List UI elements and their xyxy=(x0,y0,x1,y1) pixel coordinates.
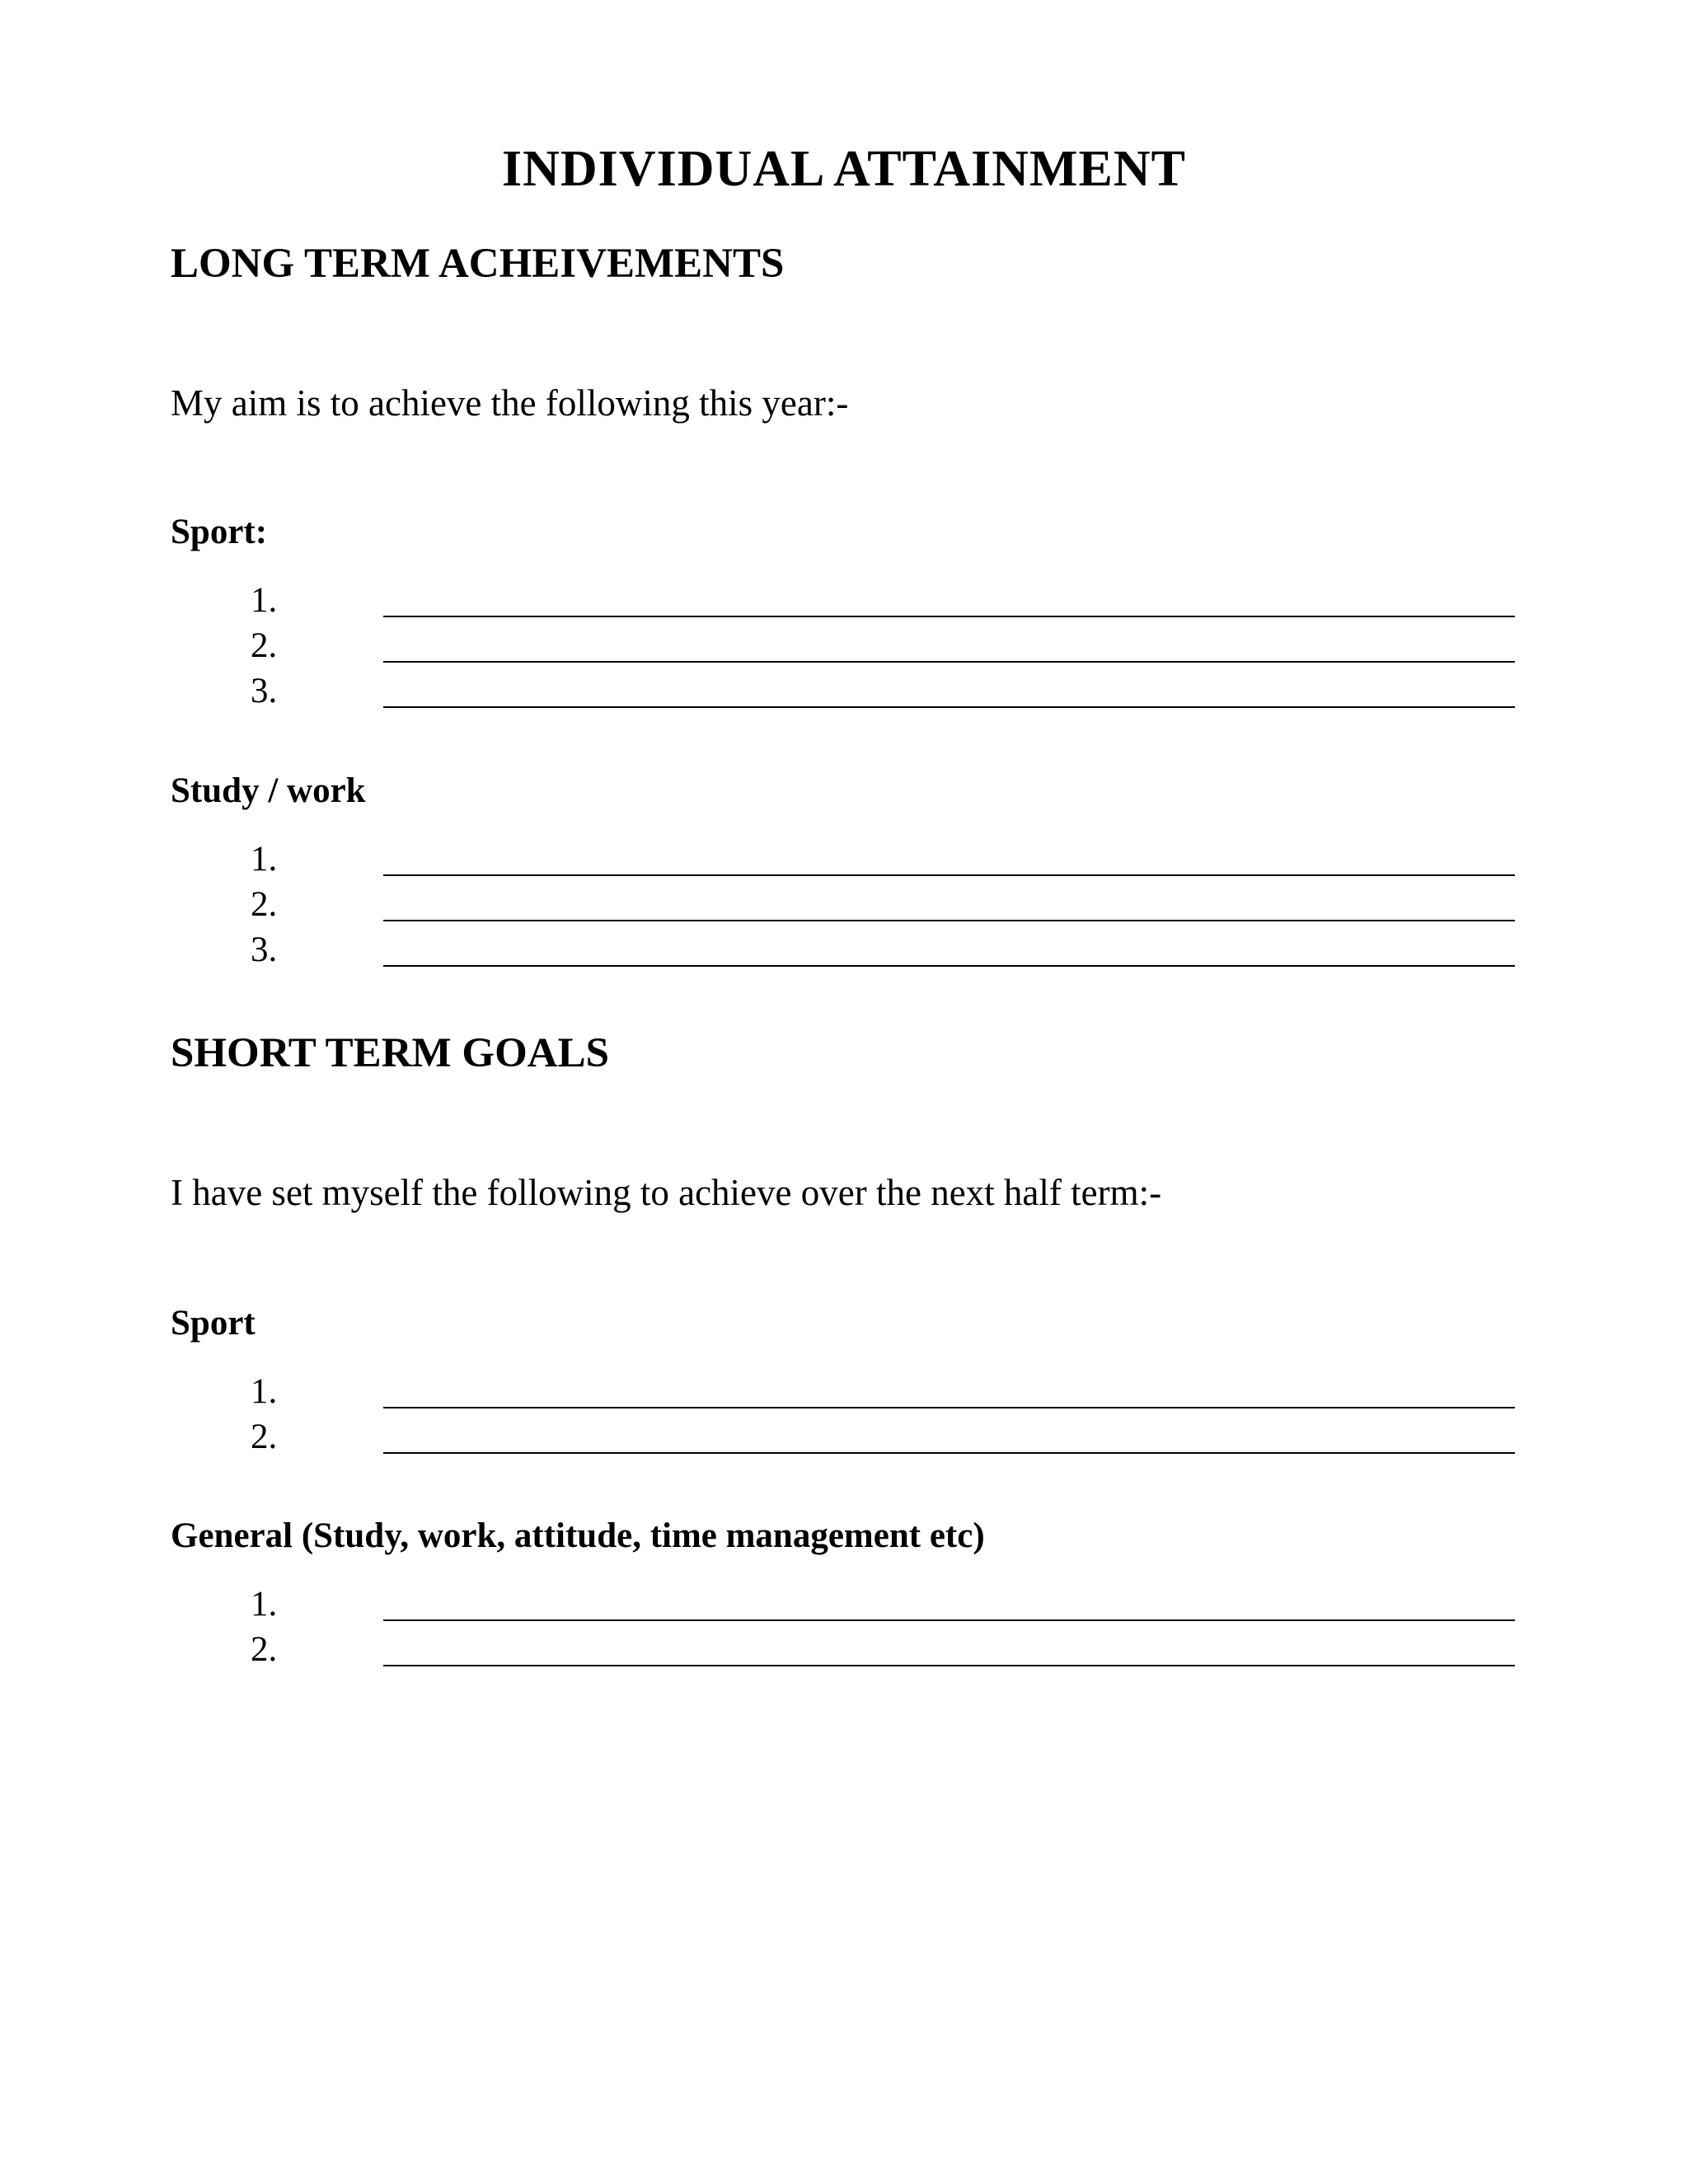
answer-line[interactable] xyxy=(383,706,1515,708)
long-term-sport-heading: Sport: xyxy=(171,513,268,551)
entry-number: 3. xyxy=(251,930,278,969)
long-term-heading: LONG TERM ACHEIVEMENTS xyxy=(171,241,785,287)
entry-number: 2. xyxy=(251,1418,278,1456)
entry-number: 1. xyxy=(251,1585,278,1624)
long-term-study-entry-1 xyxy=(0,837,1688,882)
entry-number: 2. xyxy=(251,626,278,665)
short-term-heading: SHORT TERM GOALS xyxy=(171,1030,609,1076)
answer-line[interactable] xyxy=(383,874,1515,876)
short-term-sport-heading: Sport xyxy=(171,1304,256,1343)
short-term-general-entry-2 xyxy=(0,1628,1688,1672)
entry-number: 1. xyxy=(251,581,278,620)
short-term-sport-entry-1 xyxy=(0,1370,1688,1414)
long-term-study-entry-2 xyxy=(0,883,1688,927)
entry-number: 2. xyxy=(251,1630,278,1669)
answer-line[interactable] xyxy=(383,920,1515,921)
short-term-intro: I have set myself the following to achieve over the next half term:- xyxy=(171,1172,1162,1213)
long-term-sport-entry-2 xyxy=(0,624,1688,668)
entry-number: 1. xyxy=(251,1372,278,1411)
answer-line[interactable] xyxy=(383,965,1515,967)
answer-line[interactable] xyxy=(383,1619,1515,1621)
entry-number: 1. xyxy=(251,840,278,879)
entry-number: 3. xyxy=(251,672,278,710)
answer-line[interactable] xyxy=(383,661,1515,663)
short-term-sport-entry-2 xyxy=(0,1415,1688,1460)
long-term-intro: My aim is to achieve the following this year:- xyxy=(171,382,849,424)
short-term-general-heading: General (Study, work, attitude, time management etc) xyxy=(171,1516,985,1555)
answer-line[interactable] xyxy=(383,1665,1515,1666)
long-term-sport-entry-1 xyxy=(0,579,1688,623)
entry-number: 2. xyxy=(251,885,278,924)
answer-line[interactable] xyxy=(383,1407,1515,1408)
answer-line[interactable] xyxy=(383,616,1515,617)
long-term-study-entry-3 xyxy=(0,928,1688,972)
long-term-study-heading: Study / work xyxy=(171,771,366,810)
long-term-sport-entry-3 xyxy=(0,669,1688,714)
short-term-general-entry-1 xyxy=(0,1582,1688,1627)
page-title: INDIVIDUAL ATTAINMENT xyxy=(502,141,1186,197)
answer-line[interactable] xyxy=(383,1452,1515,1454)
